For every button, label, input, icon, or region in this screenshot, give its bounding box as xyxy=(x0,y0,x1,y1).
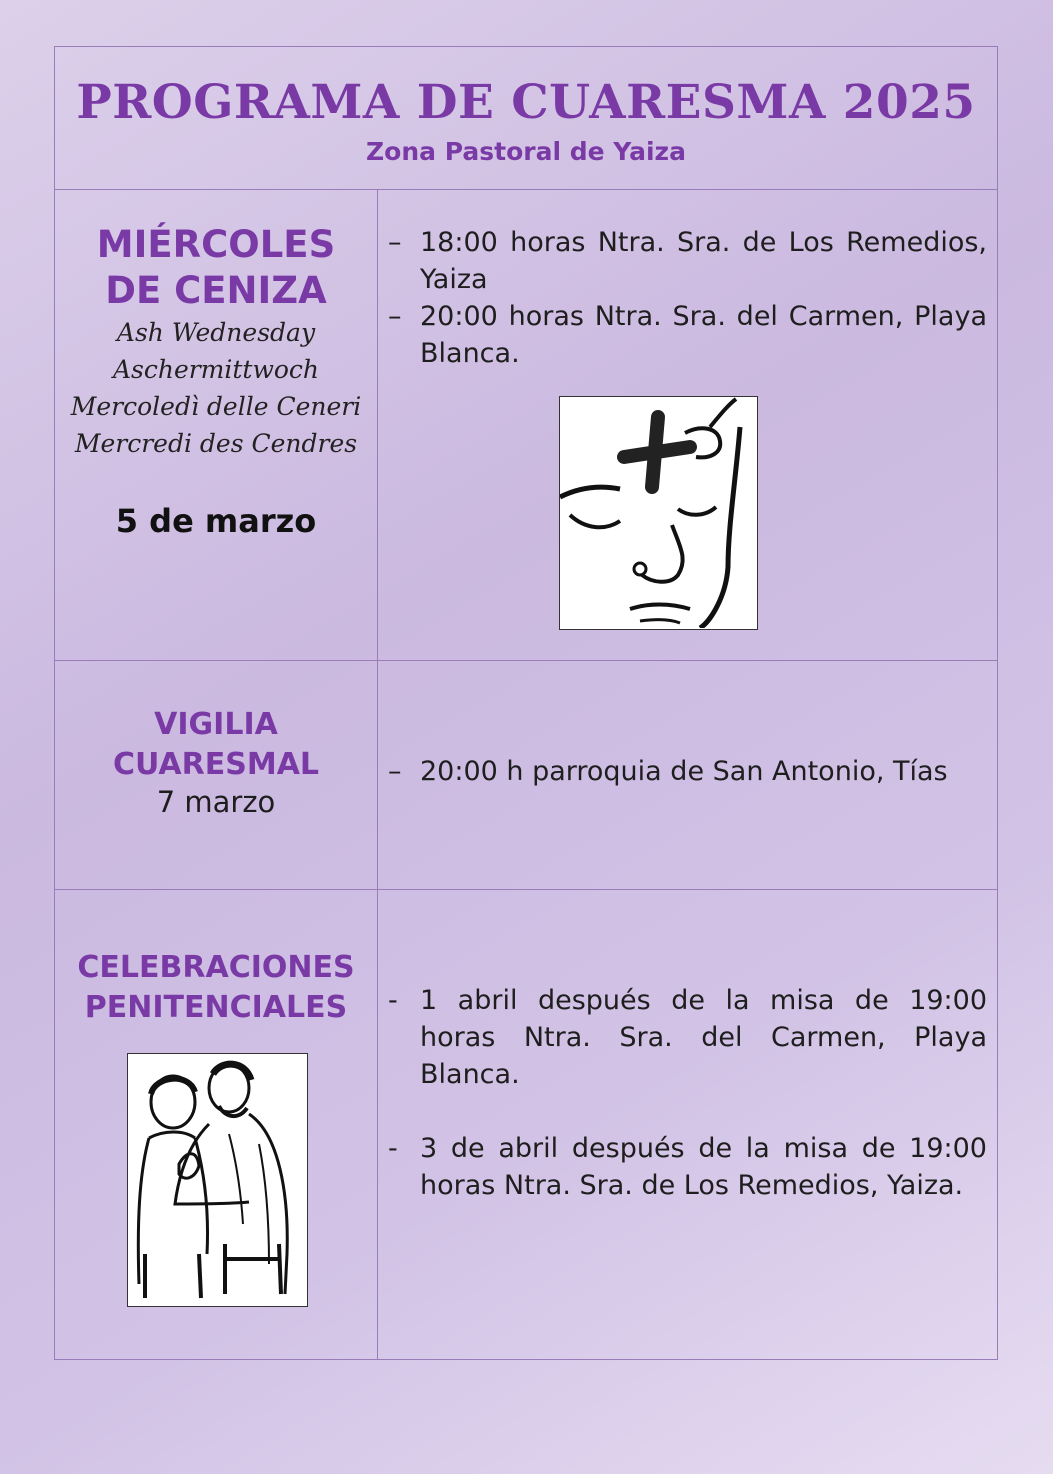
heading-line: CUARESMAL xyxy=(112,747,320,782)
penitential-details-cell xyxy=(378,890,997,1359)
confession-icon xyxy=(127,1053,308,1307)
row-ash-wednesday xyxy=(55,190,997,661)
translation-french: Mercredi des Cendres xyxy=(74,429,358,458)
ash-wednesday-label-cell xyxy=(55,190,378,660)
heading-line: VIGILIA xyxy=(154,707,278,742)
vigil-list xyxy=(378,753,987,790)
vigil-date: 7 marzo xyxy=(156,785,276,819)
program-frame xyxy=(54,46,998,1360)
ash-cross-face-drawing xyxy=(560,397,756,628)
ash-cross-face-icon xyxy=(559,396,758,630)
translation-italian: Mercoledì delle Ceneri xyxy=(70,392,362,421)
item-text: 18:00 horas Ntra. Sra. de Los Remedios, Yaiza xyxy=(420,227,987,295)
dash-marker: - xyxy=(388,985,398,1016)
dash-marker: - xyxy=(388,1133,398,1164)
penitential-label-cell xyxy=(55,890,378,1359)
page-subtitle: Zona Pastoral de Yaiza xyxy=(366,137,686,166)
header xyxy=(55,47,997,190)
ash-wednesday-details-cell xyxy=(378,190,997,660)
heading-line: PENITENCIALES xyxy=(84,990,348,1025)
item-text: 3 de abril después de la misa de 19:00 horas Ntra. Sra. de Los Remedios, Yaiza. xyxy=(420,1133,987,1201)
row-vigil xyxy=(55,661,997,890)
translation-german: Aschermittwoch xyxy=(112,355,320,384)
ash-wednesday-heading xyxy=(55,222,377,314)
translations xyxy=(55,314,377,462)
translation-english: Ash Wednesday xyxy=(116,318,316,347)
dash-marker: – xyxy=(388,227,402,258)
vigil-details-cell xyxy=(378,661,997,889)
row-penitential xyxy=(55,890,997,1359)
list-item xyxy=(378,224,987,298)
heading-line: CELEBRACIONES xyxy=(77,950,355,985)
vigil-label-cell xyxy=(55,661,378,889)
heading-line: MIÉRCOLES xyxy=(96,223,336,266)
list-item xyxy=(378,298,987,372)
heading-line: DE CENIZA xyxy=(105,269,327,312)
ash-wednesday-list xyxy=(378,224,987,372)
list-item xyxy=(378,982,987,1093)
vigil-heading xyxy=(55,705,377,785)
penitential-heading xyxy=(55,948,377,1028)
item-text: 20:00 horas Ntra. Sra. del Carmen, Playa Blanca. xyxy=(420,301,987,369)
page-title: PROGRAMA DE CUARESMA 2025 xyxy=(76,75,976,130)
penitential-list xyxy=(378,982,987,1204)
item-text: 1 abril después de la misa de 19:00 horas Ntra. Sra. del Carmen, Playa Blanca. xyxy=(420,985,987,1090)
item-text: 20:00 h parroquia de San Antonio, Tías xyxy=(420,756,948,787)
confession-drawing xyxy=(129,1054,307,1305)
dash-marker: – xyxy=(388,301,402,332)
list-item xyxy=(378,753,987,790)
list-item xyxy=(378,1130,987,1204)
dash-marker: – xyxy=(388,756,402,787)
ash-wednesday-date: 5 de marzo xyxy=(115,502,317,540)
